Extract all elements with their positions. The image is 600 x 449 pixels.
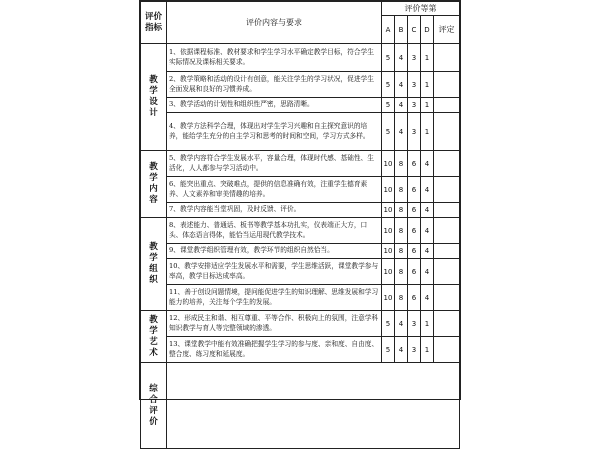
score-a: 10 xyxy=(381,218,394,244)
score-b: 4 xyxy=(394,44,407,72)
score-c: 6 xyxy=(407,285,420,311)
criteria-row xyxy=(141,151,460,177)
remark-cell[interactable] xyxy=(433,285,459,311)
evaluation-body xyxy=(141,44,460,449)
score-b: 4 xyxy=(394,113,407,151)
score-b: 8 xyxy=(394,177,407,203)
section-label xyxy=(141,218,167,311)
grade-label-a: A xyxy=(381,16,394,44)
section-label-char: 学 xyxy=(149,86,158,96)
score-a: 5 xyxy=(381,337,394,363)
score-c: 6 xyxy=(407,151,420,177)
score-c: 6 xyxy=(407,244,420,259)
score-a: 10 xyxy=(381,285,394,311)
score-b: 8 xyxy=(394,244,407,259)
remark-cell[interactable] xyxy=(433,98,459,113)
score-d: 1 xyxy=(420,337,433,363)
criteria-text: 3、教学活动的计划性和组织性严密，思路清晰。 xyxy=(167,98,382,113)
section-label-char: 教 xyxy=(149,314,158,325)
criteria-row xyxy=(141,218,460,244)
criteria-row xyxy=(141,259,460,285)
section-label-char: 术 xyxy=(149,347,158,358)
remark-cell[interactable] xyxy=(433,259,459,285)
final-label-char: 综 xyxy=(149,383,158,394)
header-category: 评价指标 xyxy=(141,2,167,44)
criteria-text: 7、教学内容能当堂巩固，及时反馈、评价。 xyxy=(167,203,382,218)
score-b: 8 xyxy=(394,285,407,311)
score-b: 8 xyxy=(394,203,407,218)
final-evaluation-row xyxy=(141,363,460,449)
score-d: 4 xyxy=(420,151,433,177)
criteria-text: 5、教学内容符合学生发展水平，容量合理，体现时代感、基础性、生活化，人人都参与学习活动中。 xyxy=(167,151,382,177)
score-d: 4 xyxy=(420,218,433,244)
evaluation-sheet xyxy=(139,0,461,427)
score-b: 4 xyxy=(394,337,407,363)
score-a: 10 xyxy=(381,151,394,177)
score-d: 1 xyxy=(420,72,433,98)
score-c: 3 xyxy=(407,44,420,72)
score-c: 3 xyxy=(407,113,420,151)
criteria-row xyxy=(141,44,460,72)
grade-label-b: B xyxy=(394,16,407,44)
final-evaluation-field[interactable] xyxy=(167,363,460,449)
score-c: 6 xyxy=(407,203,420,218)
score-c: 3 xyxy=(407,311,420,337)
criteria-row xyxy=(141,337,460,363)
criteria-row xyxy=(141,113,460,151)
score-d: 4 xyxy=(420,203,433,218)
criteria-text: 9、课堂教学组织管理有效，教学环节的组织自然恰当。 xyxy=(167,244,382,259)
remark-cell[interactable] xyxy=(433,311,459,337)
score-a: 10 xyxy=(381,244,394,259)
score-a: 5 xyxy=(381,72,394,98)
criteria-row xyxy=(141,98,460,113)
criteria-row xyxy=(141,177,460,203)
section-label xyxy=(141,151,167,218)
grade-label-c: C xyxy=(407,16,420,44)
remark-cell[interactable] xyxy=(433,113,459,151)
score-d: 4 xyxy=(420,285,433,311)
section-label-char: 内 xyxy=(149,184,158,194)
criteria-text: 12、形成民主和谐、相互尊重、平等合作、积极向上的氛围，注意学科知识教学与育人等完整领域的渗透。 xyxy=(167,311,382,337)
final-label-char: 评 xyxy=(149,405,158,416)
remark-cell[interactable] xyxy=(433,72,459,98)
score-d: 1 xyxy=(420,44,433,72)
score-a: 5 xyxy=(381,113,394,151)
section-label xyxy=(141,311,167,363)
remark-cell[interactable] xyxy=(433,337,459,363)
score-b: 4 xyxy=(394,311,407,337)
score-b: 8 xyxy=(394,259,407,285)
score-d: 4 xyxy=(420,177,433,203)
score-d: 4 xyxy=(420,244,433,259)
criteria-text: 8、表述能力、普通话、板书等教学基本功扎实，仪表端正大方，口头、体态语言得体，能恰当运用现代教学技术。 xyxy=(167,218,382,244)
criteria-row xyxy=(141,244,460,259)
section-label-char: 教 xyxy=(149,242,158,252)
score-a: 5 xyxy=(381,44,394,72)
final-label-char: 价 xyxy=(149,416,158,427)
criteria-text: 6、能突出重点、突破难点，提供的信息准确有效，注重学生德育素养、人文素养和审美情趣的培养。 xyxy=(167,177,382,203)
criteria-row xyxy=(141,311,460,337)
remark-cell[interactable] xyxy=(433,203,459,218)
grade-label-d: D xyxy=(420,16,433,44)
score-b: 4 xyxy=(394,98,407,113)
score-a: 10 xyxy=(381,259,394,285)
score-c: 6 xyxy=(407,259,420,285)
section-label-char: 织 xyxy=(149,275,158,285)
criteria-text: 10、教学安排适应学生发展水平和需要，学生思维活跃，课堂教学参与率高，教学目标达成率高。 xyxy=(167,259,382,285)
section-label-char: 教 xyxy=(149,75,158,85)
criteria-text: 4、教学方法科学合理，体现出对学生学习兴趣和自主探究意识的培养，能给学生充分的自主学习和思考的时间和空间，学习方式多样。 xyxy=(167,113,382,151)
score-d: 1 xyxy=(420,311,433,337)
evaluation-table xyxy=(140,1,460,449)
section-label-char: 设 xyxy=(149,97,158,107)
criteria-row xyxy=(141,285,460,311)
criteria-text: 13、课堂教学中能有效准确把握学生学习的参与度、亲和度、自由度、整合度、练习度和延展度。 xyxy=(167,337,382,363)
score-c: 6 xyxy=(407,218,420,244)
remark-cell[interactable] xyxy=(433,151,459,177)
remark-cell[interactable] xyxy=(433,44,459,72)
score-d: 1 xyxy=(420,113,433,151)
score-a: 5 xyxy=(381,311,394,337)
section-label-char: 教 xyxy=(149,162,158,172)
header-grade-group: 评价等第 xyxy=(381,2,459,16)
remark-cell[interactable] xyxy=(433,177,459,203)
section-label-char: 学 xyxy=(149,253,158,263)
section-label-char: 艺 xyxy=(149,336,158,347)
final-evaluation-label xyxy=(141,363,167,449)
remark-cell[interactable] xyxy=(433,218,459,244)
header-requirement: 评价内容与要求 xyxy=(167,2,382,44)
score-b: 8 xyxy=(394,218,407,244)
section-label-char: 计 xyxy=(149,108,158,118)
score-d: 4 xyxy=(420,259,433,285)
section-label-char: 学 xyxy=(149,173,158,183)
score-b: 4 xyxy=(394,72,407,98)
criteria-row xyxy=(141,72,460,98)
section-label-char: 学 xyxy=(149,325,158,336)
score-d: 1 xyxy=(420,98,433,113)
criteria-row xyxy=(141,203,460,218)
criteria-text: 2、教学策略和活动的设计有创意，能关注学生的学习状况，促进学生全面发展和良好的习惯养成。 xyxy=(167,72,382,98)
score-c: 3 xyxy=(407,337,420,363)
score-a: 10 xyxy=(381,177,394,203)
score-c: 6 xyxy=(407,177,420,203)
final-label-char: 合 xyxy=(149,394,158,405)
section-label-char: 组 xyxy=(149,264,158,274)
criteria-text: 11、善于创设问题情境，提问能促进学生的知识理解、思维发展和学习能力的培养，关注每个学生的发展。 xyxy=(167,285,382,311)
criteria-text: 1、依据课程标准、教材要求和学生学习水平确定教学目标，符合学生实际情况及课标相关要求。 xyxy=(167,44,382,72)
score-a: 5 xyxy=(381,98,394,113)
score-a: 10 xyxy=(381,203,394,218)
remark-cell[interactable] xyxy=(433,244,459,259)
header-remark: 评定 xyxy=(433,16,459,44)
section-label xyxy=(141,44,167,151)
score-c: 3 xyxy=(407,72,420,98)
section-label-char: 容 xyxy=(149,195,158,205)
score-c: 3 xyxy=(407,98,420,113)
score-b: 8 xyxy=(394,151,407,177)
